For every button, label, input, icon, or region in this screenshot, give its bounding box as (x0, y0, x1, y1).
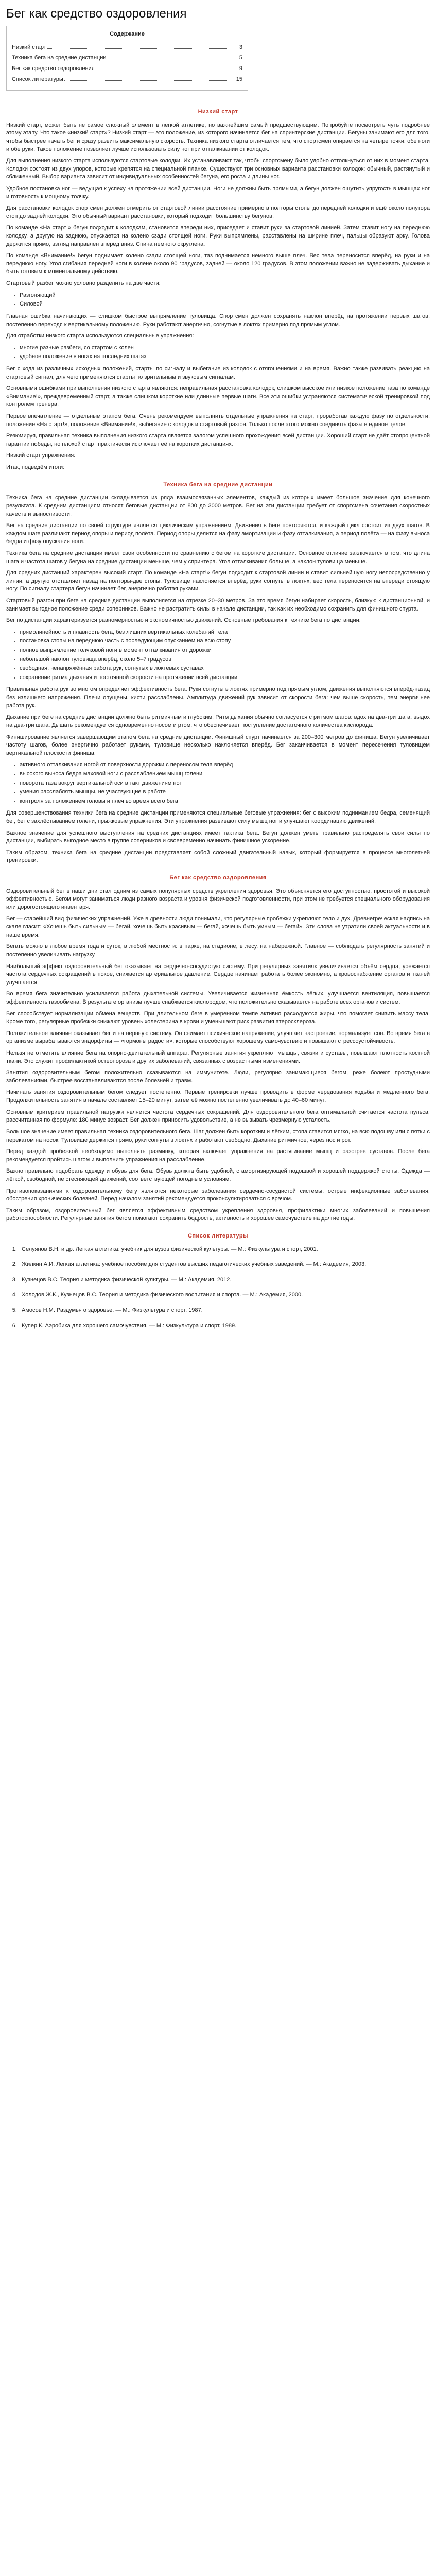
bullet-list (6, 761, 430, 805)
paragraph: Нельзя не отметить влияние бега на опорно-двигательный аппарат. Регулярные занятия укрепляют мышцы, связки и суставы, повышают плотность костной ткани. Это служит профилактикой остеопороза и других заболеваний, связанных с возрастными изменениями. (6, 1050, 430, 1064)
toc-item-label: Список литературы (12, 76, 63, 82)
paragraph: Низкий старт упражнения: (6, 452, 76, 459)
toc-item-page: 5 (239, 55, 242, 61)
toc-leader-dots (64, 80, 235, 81)
paragraph: Для расстановки колодок спортсмен должен отмерить от стартовой линии расстояние примерно в полторы стопы до передней колодки и ещё около полутора стоп до задней колодки. Это обычный вариант расстановки, который подходит большинству бегунов. (6, 205, 430, 219)
paragraph: Наибольший эффект оздоровительный бег оказывает на сердечно-сосудистую систему. При регулярных занятиях увеличивается объём сердца, урежается частота сердечных сокращений в покое, снижается артериальное давление. Сердце начинает работать более экономно, а кровоснабжение органов и тканей улучшается. (6, 963, 430, 986)
paragraph: Итак, подведём итоги: (6, 464, 65, 471)
section-heading: Техника бега на средние дистанции (163, 481, 273, 488)
section-middle-distance (6, 481, 430, 865)
section-heading: Низкий старт (198, 109, 238, 115)
paragraph: Бегать можно в любое время года и суток, в любой местности: в парке, на стадионе, в лесу, на набережной. Главное — соблюдать регулярность занятий и постепенно увеличивать нагрузку. (6, 943, 430, 958)
toc-item[interactable] (12, 65, 242, 73)
paragraph: Для отработки низкого старта используются специальные упражнения: (6, 333, 194, 340)
paragraph: Бег на средние дистанции по своей структуре является циклическим упражнением. Движения в беге повторяются, и каждый цикл состоит из двух шагов. В каждом шаге различают период опоры и период полёта. Период опоры делится на фазу амортизации и фазу отталкивания, а период полёта — на фазу выноса бедра и фазу опускания ноги. (6, 522, 430, 545)
list-item: • Силовой (20, 300, 430, 309)
paragraph: Таким образом, оздоровительный бег является эффективным средством укрепления здоровья, профилактики многих заболеваний и повышения работоспособности. Регулярные занятия бегом помогают сохранить бодрость, активность и хорошее самочувствие на долгие годы. (6, 1207, 430, 1222)
list-item: • контроля за положением головы и плеч во время всего бега (20, 798, 430, 806)
page-title: Бег как средство оздоровления (6, 7, 187, 21)
paragraph: Для совершенствования техники бега на средние дистанции применяются специальные беговые упражнения: бег с высоким подниманием бедра, семенящий бег, бег с захлёстыванием голени, прыжковые упражнения. Эти упражнения развивают силу мышц ног и улучшают координацию движений. (6, 810, 430, 824)
reference-item: 1. Селуянов В.Н. и др. Легкая атлетика: учебник для вузов физической культуры. — М.: Физкультура и спорт, 2001. (19, 1246, 430, 1254)
list-item: • сохранение ритма дыхания и постоянной скорости на протяжении всей дистанции (20, 674, 430, 682)
toc-item[interactable] (12, 54, 242, 62)
bullet-list (6, 344, 430, 361)
paragraph: Бег по дистанции характеризуется равномерностью и экономичностью движений. Основные требования к технике бега по дистанции: (6, 617, 361, 624)
list-item: • прямолинейность и плавность бега, без лишних вертикальных колебаний тела (20, 629, 430, 637)
bullet-list (6, 292, 430, 309)
list-item: • умения расслаблять мышцы, не участвующие в работе (20, 788, 430, 796)
references-list (6, 1246, 430, 1330)
paragraph: Перед каждой пробежкой необходимо выполнять разминку, которая включает упражнения на растягивание мышц и разогрев суставов. После бега рекомендуется пройтись шагом и выполнить упражнения на расслабление. (6, 1148, 430, 1163)
list-item: • поворота таза вокруг вертикальной оси в такт движениям ног (20, 779, 430, 788)
toc-item-label: Низкий старт (12, 44, 46, 50)
toc-item-page: 15 (236, 76, 242, 82)
paragraph: Противопоказаниями к оздоровительному бегу являются некоторые заболевания сердечно-сосудистой системы, острые инфекционные заболевания, обострения хронических болезней. Перед началом занятий рекомендуется проконсультироваться с врачом. (6, 1188, 430, 1202)
paragraph: Низкий старт, может быть не самое сложный элемент в легкой атлетике, но важнейшим самый предшествующим. Попробуйте посмотреть чуть подробнее этому этапу. Что такое «низкий старт»? Низкий старт — это положение, из которого начинается бег на спринтерские дистанции. Бегуны занимают его для того, чтобы быстрее начать бег и сразу развить максимальную скорость. Техника низкого старта отличается тем, что спортсмен опирается на четыре точки: обе ноги и обе руки. Такое положение позволяет лучше использовать силу ног при отталкивании от колодок. (6, 122, 430, 152)
paragraph: Стартовый разгон при беге на средние дистанции выполняется на отрезке 20–30 метров. За это время бегун набирает скорость, близкую к дистанционной, и занимает выгодное положение среди соперников. Важно не растратить силы в начале дистанции, так как их необходимо сохранить для финишного спурта. (6, 597, 430, 612)
paragraph: Занятия оздоровительным бегом положительно сказываются на иммунитете. Люди, регулярно занимающиеся бегом, реже болеют простудными заболеваниями, быстрее восстанавливаются после болезней и травм. (6, 1070, 430, 1084)
reference-item: 5. Амосов Н.М. Раздумья о здоровье. — М.: Физкультура и спорт, 1987. (19, 1307, 430, 1315)
paragraph: Во время бега значительно усиливается работа дыхательной системы. Увеличивается жизненная ёмкость лёгких, улучшается вентиляция, повышается эффективность газообмена. В результате организм лучше снабжается кислородом, что положительно сказывается на работе всех органов и систем. (6, 991, 430, 1005)
list-item: • многие разные разбеги, со стартом с колен (20, 344, 430, 352)
paragraph: Бег — старейший вид физических упражнений. Уже в древности люди понимали, что регулярные пробежки укрепляют тело и дух. Древнегреческая надпись на скале гласит: «Хочешь быть сильным — бегай, хочешь быть красивым — бегай, хочешь быть умным — бегай». Эти слова не утратили своей актуальности и в наше время. (6, 916, 430, 938)
list-item: • высокого выноса бедра маховой ноги с расслаблением мышц голени (20, 770, 430, 778)
paragraph: Техника бега на средние дистанции имеет свои особенности по сравнению с бегом на короткие дистанции. Основное отличие заключается в том, что длина шага и частота шагов у бегуна на средние дистанции меньше, чем у спринтера. Угол отталкивания больше, а наклон туловища меньше. (6, 550, 430, 565)
list-item: • удобное положение в ногах на последних шагах (20, 353, 430, 361)
list-item: • активного отталкивания ногой от поверхности дорожки с переносом тела вперёд (20, 761, 430, 769)
paragraph: Положительное влияние оказывает бег и на нервную систему. Он снимает психическое напряжение, улучшает настроение, нормализует сон. Во время бега в организме вырабатываются эндорфины — «гормоны радости», которые способствуют хорошему самочувствию и повышают стрессоустойчивость. (6, 1030, 430, 1045)
paragraph: Основными ошибками при выполнении низкого старта являются: неправильная расстановка колодок, слишком высокое или низкое положение таза по команде «Внимание!», преждевременный старт, а также слишком короткие или длинные первые шаги. Все эти ошибки устраняются систематической тренировкой под контролем тренера. (6, 385, 430, 408)
list-item: • свободная, ненапряжённая работа рук, согнутых в локтевых суставах (20, 665, 430, 673)
toc-item[interactable] (12, 76, 242, 84)
reference-item: 2. Жилкин А.И. Легкая атлетика: учебное пособие для студентов высших педагогических учебных заведений. — М.: Академия, 2003. (19, 1261, 430, 1269)
toc-item[interactable] (12, 44, 242, 52)
paragraph: Таким образом, техника бега на средние дистанции представляет собой сложный двигательный навык, который формируется в процессе многолетней тренировки. (6, 849, 430, 864)
toc-leader-dots (47, 48, 238, 49)
toc-item-label: Бег как средство оздоровления (12, 65, 95, 72)
reference-item: 6. Купер К. Аэробика для хорошего самочувствия. — М.: Физкультура и спорт, 1989. (19, 1322, 430, 1330)
paragraph: Основным критерием правильной нагрузки является частота сердечных сокращений. Для оздоровительного бега оптимальной считается частота пульса, рассчитанная по формуле: 180 минус возраст. Бег должен приносить удовольствие, а не вызывать чрезмерную усталость. (6, 1109, 430, 1124)
section-references (6, 1232, 430, 1330)
paragraph: Резюмируя, правильная техника выполнения низкого старта является залогом успешного прохождения всей дистанции. Хороший старт не даёт стопроцентной гарантии победы, но плохой старт практически исключает её на коротких дистанциях. (6, 433, 430, 447)
reference-item: 4. Холодов Ж.К., Кузнецов В.С. Теория и методика физического воспитания и спорта. — М.: Академия, 2000. (19, 1291, 430, 1299)
section-low-start (6, 108, 430, 472)
section-health-running (6, 874, 430, 1223)
paragraph: Бег способствует нормализации обмена веществ. При длительном беге в умеренном темпе активно расходуются жиры, что помогает снизить массу тела. Кроме того, регулярные пробежки снижают уровень холестерина в крови и уменьшают риск развития атеросклероза. (6, 1010, 430, 1025)
paragraph: Важно правильно подобрать одежду и обувь для бега. Обувь должна быть удобной, с амортизирующей подошвой и хорошей поддержкой стопы. Одежда — лёгкой, свободной, не стесняющей движений, соответствующей погодным условиям. (6, 1168, 430, 1182)
toc-item-page: 9 (239, 65, 242, 72)
paragraph: Финиширование является завершающим этапом бега на средние дистанции. Финишный спурт начинается за 200–300 метров до финиша. Бегун увеличивает частоту шагов, более энергично работает руками, туловище несколько наклоняется вперёд. Бег заканчивается в момент пересечения туловищем вертикальной плоскости финиша. (6, 734, 430, 756)
toc-item-page: 3 (239, 44, 242, 50)
list-item: • постановка стопы на переднюю часть с последующим опусканием на всю стопу (20, 637, 430, 646)
paragraph: Техника бега на средние дистанции складывается из ряда взаимосвязанных элементов, каждый из которых имеет большое значение для конечного результата. К средним дистанциям относят беговые дистанции от 800 до 3000 метров. Бег на эти дистанции требует от спортсмена сочетания скоростных качеств и выносливости. (6, 495, 430, 517)
paragraph: Главная ошибка начинающих — слишком быстрое выпрямление туловища. Спортсмен должен сохранять наклон вперёд на протяжении первых шагов, постепенно переходя к вертикальному положению. Руки работают энергично, согнутые в локтях примерно под прямым углом. (6, 313, 430, 328)
paragraph: Начинать занятия оздоровительным бегом следует постепенно. Первые тренировки лучше проводить в форме чередования ходьбы и медленного бега. Продолжительность занятия в начале составляет 15–20 минут, затем её можно постепенно увеличивать до 40–60 минут. (6, 1089, 430, 1104)
paragraph: Правильная работа рук во многом определяет эффективность бега. Руки согнуты в локтях примерно под прямым углом, движения выполняются вперёд-назад без излишнего напряжения. Плечи опущены, кисти расслаблены. Амплитуда движений рук зависит от скорости бега: чем выше скорость, тем энергичнее работа рук. (6, 686, 430, 709)
paragraph: По команде «Внимание!» бегун поднимает колено сзади стоящей ноги, таз поднимается немного выше плеч. Вес тела переносится вперёд, на руки и на переднюю ногу. Угол сгибания передней ноги в колене около 90 градусов, задней — около 120 градусов. В этом положении важно не задерживать дыхание и быть готовым к моментальному действию. (6, 252, 430, 275)
paragraph: Первое впечатление — отдельным этапом бега. Очень рекомендуем выполнить отдельные упражнения на старт, проработав каждую фазу по отдельности: положение «На старт!», положение «Внимание!», выбегание с колодок и стартовый разгон. Только после этого можно соединять фазы в единое целое. (6, 413, 430, 428)
paragraph: По команде «На старт!» бегун подходит к колодкам, становится впереди них, приседает и ставит руки за стартовой линией. Затем ставит ногу на переднюю колодку, а другую на заднюю, опускается на колено сзади стоящей ноги. Руки выпрямлены, расставлены на ширине плеч, пальцы образуют арку. Голова держится прямо, взгляд направлен вперёд вниз. Спина немного округлена. (6, 225, 430, 247)
paragraph: Удобное постановка ног — ведущая к успеху на протяжении всей дистанции. Ноги не должны быть прямыми, а бегун должен ощутить упругость в мышцах ног и готовность к мощному толчку. (6, 185, 430, 200)
paragraph: Для средних дистанций характерен высокий старт. По команде «На старт!» бегун подходит к стартовой линии и ставит сильнейшую ногу непосредственно у линии, а другую отставляет назад на полторы-две стопы. Туловище наклоняется вперёд, руки согнуты в локтях, вес тела переносится на впереди стоящую ногу. По сигналу стартера бегун начинает бег, энергично работая руками. (6, 570, 430, 592)
reference-item: 3. Кузнецов В.С. Теория и методика физической культуры. — М.: Академия, 2012. (19, 1276, 430, 1284)
section-heading: Список литературы (187, 1232, 249, 1239)
toc-list (12, 44, 242, 83)
list-item: • полное выпрямление толчковой ноги в момент отталкивания от дорожки (20, 647, 430, 655)
list-item: • Разгоняющий (20, 292, 430, 300)
list-item: • небольшой наклон туловища вперёд, около 5–7 градусов (20, 656, 430, 664)
paragraph: Оздоровительный бег в наши дни стал одним из самых популярных средств укрепления здоровья. Это объясняется его доступностью, простотой и высокой эффективностью. Бегом могут заниматься люди разного возраста и уровня физической подготовленности, при этом не требуется специального оборудования или дорогостоящего инвентаря. (6, 888, 430, 910)
paragraph: Стартовый разбег можно условно разделить на две части: (6, 280, 161, 287)
paragraph: Большое значение имеет правильная техника оздоровительного бега. Шаг должен быть коротким и лёгким, стопа ставится мягко, на всю подошву или с пятки с перекатом на носок. Туловище держится прямо, руки согнуты в локтях и работают свободно. Дыхание ритмичное, через нос и рот. (6, 1128, 430, 1143)
paragraph: Дыхание при беге на средние дистанции должно быть ритмичным и глубоким. Ритм дыхания обычно согласуется с ритмом шагов: вдох на два-три шага, выдох на два-три шага. Дышать рекомендуется одновременно носом и ртом, что обеспечивает поступление достаточного количества кислорода. (6, 714, 430, 728)
table-of-contents (6, 26, 248, 91)
toc-heading: Содержание (110, 31, 145, 38)
paragraph: Бег с хода из различных исходных положений, старты по сигналу и выбегание из колодок с отягощениями и на время. Важно также развивать реакцию на стартовый сигнал, для чего применяются старты по зрительным и звуковым сигналам. (6, 365, 430, 380)
toc-item-label: Техника бега на средние дистанции (12, 55, 107, 61)
bullet-list (6, 629, 430, 682)
paragraph: Для выполнения низкого старта используются стартовые колодки. Их устанавливают так, чтобы спортсмену было удобно оттолкнуться от них в момент старта. Колодки состоят из двух упоров, которые крепятся на специальной планке. Существуют три основных варианта расстановки колодок: обычный, растянутый и сближенный. Выбор варианта зависит от индивидуальных особенностей бегуна, его роста и длины ног. (6, 158, 430, 180)
paragraph: Важное значение для успешного выступления на средних дистанциях имеет тактика бега. Бегун должен уметь правильно распределять свои силы по дистанции, выбирать выгодное место в группе соперников и своевременно начинать финишное ускорение. (6, 829, 430, 844)
section-heading: Бег как средство оздоровления (169, 875, 267, 882)
